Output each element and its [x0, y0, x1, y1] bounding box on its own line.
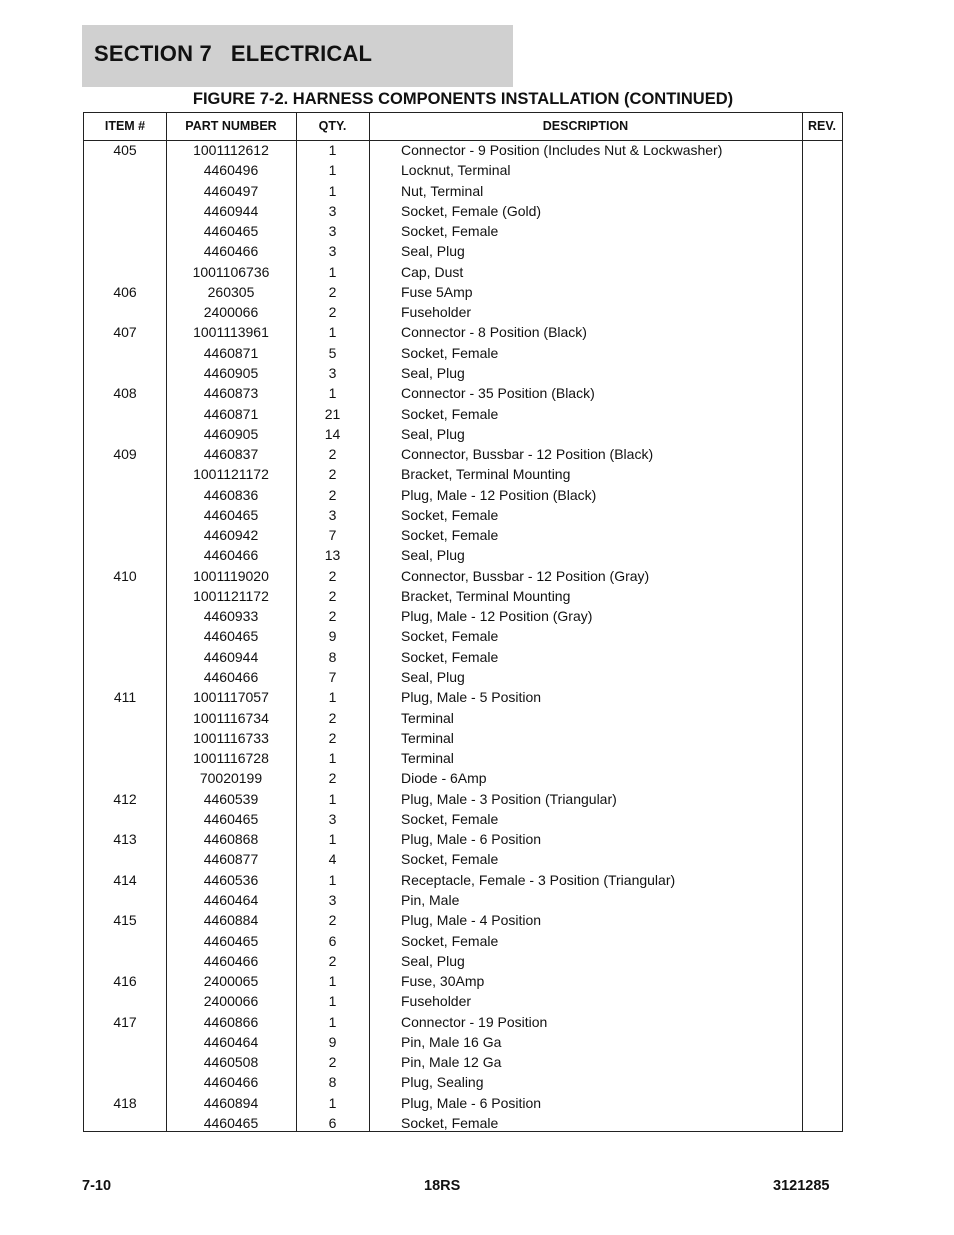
qty-cell: 6 [328, 1114, 337, 1131]
description-cell: Connector - 19 Position [401, 1013, 548, 1030]
qty-cell: 4 [328, 851, 337, 868]
part-number-cell: 4460465 [203, 506, 259, 523]
qty-cell: 2 [328, 709, 337, 726]
part-number-cell: 4460905 [203, 425, 259, 442]
table-row [84, 1093, 842, 1113]
table-row [84, 140, 842, 160]
part-number-cell: 1001121172 [193, 466, 269, 483]
figure-title: FIGURE 7-2. HARNESS COMPONENTS INSTALLATION (CONTINUED) [192, 90, 734, 108]
part-number-cell: 1001119020 [193, 567, 269, 584]
qty-cell: 3 [328, 243, 337, 260]
table-row [84, 444, 842, 464]
description-cell: Seal, Plug [401, 425, 465, 442]
qty-cell: 3 [328, 223, 337, 240]
part-number-cell: 4460466 [203, 243, 259, 260]
table-row [84, 201, 842, 221]
part-number-cell: 4460884 [203, 912, 259, 929]
qty-cell: 7 [328, 669, 337, 686]
footer-model: 18RS [424, 1178, 461, 1194]
qty-cell: 2 [328, 1054, 337, 1071]
qty-cell: 1 [328, 263, 337, 280]
part-number-cell: 4460464 [203, 1033, 259, 1050]
description-cell: Seal, Plug [401, 669, 465, 686]
item-cell: 413 [113, 831, 137, 848]
header-item: ITEM # [104, 119, 146, 133]
table-row [84, 383, 842, 403]
part-number-cell: 4460933 [203, 608, 259, 625]
item-cell: 412 [113, 790, 137, 807]
table-row [84, 991, 842, 1011]
qty-cell: 1 [328, 162, 337, 179]
description-cell: Socket, Female [401, 223, 499, 240]
part-number-cell: 260305 [207, 283, 255, 300]
description-cell: Plug, Male - 6 Position [401, 831, 542, 848]
description-cell: Seal, Plug [401, 547, 465, 564]
table-row [84, 363, 842, 383]
description-cell: Receptacle, Female - 3 Position (Triangular) [401, 871, 676, 888]
table-row [84, 647, 842, 667]
description-cell: Terminal [401, 709, 454, 726]
qty-cell: 9 [328, 628, 337, 645]
part-number-cell: 4460464 [203, 891, 259, 908]
description-cell: Seal, Plug [401, 952, 465, 969]
qty-cell: 2 [328, 952, 337, 969]
item-cell: 406 [113, 283, 137, 300]
table-row [84, 667, 842, 687]
table-row [84, 809, 842, 829]
description-cell: Seal, Plug [401, 243, 465, 260]
description-cell: Plug, Male - 5 Position [401, 689, 542, 706]
table-row [84, 282, 842, 302]
description-cell: Fuse, 30Amp [401, 973, 485, 990]
description-cell: Socket, Female [401, 851, 499, 868]
header-part-number: PART NUMBER [185, 119, 277, 133]
description-cell: Socket, Female [401, 506, 499, 523]
description-cell: Plug, Male - 12 Position (Black) [401, 486, 597, 503]
qty-cell: 1 [328, 689, 337, 706]
part-number-cell: 4460837 [203, 446, 259, 463]
description-cell: Connector - 35 Position (Black) [401, 385, 595, 402]
description-cell: Diode - 6Amp [401, 770, 487, 787]
item-cell: 415 [113, 912, 137, 929]
part-number-cell: 1001106736 [192, 263, 270, 280]
description-cell: Pin, Male [401, 891, 460, 908]
qty-cell: 9 [328, 1033, 337, 1050]
item-cell: 414 [113, 871, 137, 888]
part-number-cell: 4460465 [203, 810, 259, 827]
qty-cell: 2 [328, 912, 337, 929]
description-cell: Fuseholder [401, 993, 472, 1010]
part-number-cell: 4460871 [203, 405, 259, 422]
description-cell: Connector, Bussbar - 12 Position (Black) [401, 446, 654, 463]
item-cell: 416 [113, 973, 137, 990]
part-number-cell: 4460466 [203, 669, 259, 686]
description-cell: Terminal [401, 750, 454, 767]
description-cell: Cap, Dust [401, 263, 464, 280]
header-qty: QTY. [318, 119, 347, 133]
qty-cell: 2 [328, 446, 337, 463]
table-row [84, 404, 842, 424]
qty-cell: 1 [328, 750, 337, 767]
qty-cell: 2 [328, 587, 337, 604]
description-cell: Connector, Bussbar - 12 Position (Gray) [401, 567, 650, 584]
qty-cell: 1 [328, 871, 337, 888]
table-row [84, 890, 842, 910]
table-row [84, 586, 842, 606]
part-number-cell: 2400065 [203, 973, 259, 990]
header-rev: REV. [807, 119, 837, 133]
table-header-row [84, 113, 842, 141]
description-cell: Socket, Female [401, 405, 499, 422]
qty-cell: 1 [328, 831, 337, 848]
description-cell: Terminal [401, 729, 454, 746]
table-row [84, 566, 842, 586]
qty-cell: 5 [328, 344, 337, 361]
qty-cell: 1 [328, 324, 337, 341]
description-cell: Connector - 8 Position (Black) [401, 324, 587, 341]
part-number-cell: 4460465 [203, 1114, 259, 1131]
part-number-cell: 4460905 [203, 364, 259, 381]
part-number-cell: 4460466 [203, 952, 259, 969]
part-number-cell: 4460871 [203, 344, 259, 361]
part-number-cell: 4460836 [203, 486, 259, 503]
part-number-cell: 4460944 [203, 648, 259, 665]
qty-cell: 1 [328, 182, 337, 199]
description-cell: Socket, Female [401, 932, 499, 949]
qty-cell: 1 [328, 973, 337, 990]
part-number-cell: 1001116733 [193, 729, 269, 746]
description-cell: Pin, Male 16 Ga [401, 1033, 502, 1050]
qty-cell: 2 [328, 486, 337, 503]
part-number-cell: 1001117057 [193, 689, 269, 706]
part-number-cell: 1001112612 [193, 142, 269, 158]
table-row [84, 181, 842, 201]
table-row [84, 728, 842, 748]
table-row [84, 951, 842, 971]
table-row [84, 1072, 842, 1092]
description-cell: Nut, Terminal [401, 182, 484, 199]
table-row [84, 343, 842, 363]
qty-cell: 1 [328, 385, 337, 402]
table-row [84, 971, 842, 991]
part-number-cell: 1001116728 [193, 750, 269, 767]
part-number-cell: 4460466 [203, 1074, 259, 1091]
description-cell: Socket, Female [401, 527, 499, 544]
table-row [84, 606, 842, 626]
item-cell: 418 [113, 1094, 137, 1111]
qty-cell: 1 [328, 993, 337, 1010]
part-number-cell: 4460465 [203, 628, 259, 645]
part-number-cell: 4460466 [203, 547, 259, 564]
qty-cell: 2 [328, 729, 337, 746]
qty-cell: 3 [328, 506, 337, 523]
qty-cell: 2 [328, 770, 337, 787]
part-number-cell: 1001113961 [193, 324, 269, 341]
qty-cell: 8 [328, 648, 337, 665]
qty-cell: 3 [328, 891, 337, 908]
parts-table [83, 112, 843, 1132]
description-cell: Plug, Male - 4 Position [401, 912, 542, 929]
part-number-cell: 4460539 [203, 790, 259, 807]
item-cell: 410 [113, 567, 137, 584]
description-cell: Locknut, Terminal [401, 162, 511, 179]
qty-cell: 14 [324, 425, 341, 442]
part-number-cell: 4460944 [203, 202, 259, 219]
part-number-cell: 4460536 [203, 871, 259, 888]
description-cell: Socket, Female (Gold) [401, 202, 542, 219]
table-row [84, 1012, 842, 1032]
table-row [84, 849, 842, 869]
item-cell: 411 [113, 689, 137, 706]
table-row [84, 221, 842, 241]
part-number-cell: 4460866 [203, 1013, 259, 1030]
table-row [84, 870, 842, 890]
table-row [84, 1032, 842, 1052]
table-row [84, 505, 842, 525]
part-number-cell: 4460873 [203, 385, 259, 402]
part-number-cell: 4460465 [203, 223, 259, 240]
section-title: SECTION 7 ELECTRICAL [94, 41, 373, 66]
qty-cell: 21 [324, 405, 341, 422]
part-number-cell: 2400066 [203, 304, 259, 321]
description-cell: Seal, Plug [401, 364, 465, 381]
qty-cell: 6 [328, 932, 337, 949]
qty-cell: 7 [328, 527, 337, 544]
qty-cell: 2 [328, 567, 337, 584]
qty-cell: 2 [328, 466, 337, 483]
description-cell: Connector - 9 Position (Includes Nut & Lockwasher) [401, 142, 723, 158]
qty-cell: 2 [328, 304, 337, 321]
part-number-cell: 1001116734 [193, 709, 269, 726]
footer-doc-number: 3121285 [773, 1178, 830, 1194]
description-cell: Plug, Sealing [401, 1074, 484, 1091]
part-number-cell: 4460465 [203, 932, 259, 949]
qty-cell: 8 [328, 1074, 337, 1091]
table-row [84, 789, 842, 809]
table-row [84, 525, 842, 545]
table-row [84, 160, 842, 180]
table-row [84, 545, 842, 565]
description-cell: Plug, Male - 6 Position [401, 1094, 542, 1111]
table-row [84, 626, 842, 646]
part-number-cell: 70020199 [199, 770, 263, 787]
part-number-cell: 2400066 [203, 993, 259, 1010]
table-row [84, 322, 842, 342]
table-row [84, 302, 842, 322]
table-row [84, 1052, 842, 1072]
item-cell: 409 [113, 446, 137, 463]
section-header [82, 25, 513, 87]
part-number-cell: 4460877 [203, 851, 259, 868]
description-cell: Fuseholder [401, 304, 472, 321]
qty-cell: 1 [328, 1013, 337, 1030]
qty-cell: 2 [328, 283, 337, 300]
description-cell: Plug, Male - 12 Position (Gray) [401, 608, 593, 625]
table-row [84, 708, 842, 728]
header-description: DESCRIPTION [542, 119, 629, 133]
item-cell: 417 [113, 1013, 137, 1030]
description-cell: Socket, Female [401, 1114, 499, 1131]
description-cell: Bracket, Terminal Mounting [401, 587, 571, 604]
qty-cell: 2 [328, 608, 337, 625]
description-cell: Socket, Female [401, 648, 499, 665]
part-number-cell: 4460942 [203, 527, 259, 544]
description-cell: Socket, Female [401, 628, 499, 645]
table-row [84, 424, 842, 444]
table-row [84, 1113, 842, 1133]
description-cell: Pin, Male 12 Ga [401, 1054, 502, 1071]
item-cell: 408 [113, 385, 137, 402]
description-cell: Plug, Male - 3 Position (Triangular) [401, 790, 617, 807]
footer-page-number: 7-10 [82, 1178, 112, 1194]
table-row [84, 464, 842, 484]
table-row [84, 687, 842, 707]
part-number-cell: 4460496 [203, 162, 259, 179]
qty-cell: 13 [324, 547, 341, 564]
table-row [84, 768, 842, 788]
description-cell: Socket, Female [401, 810, 499, 827]
item-cell: 407 [113, 324, 137, 341]
part-number-cell: 4460497 [203, 182, 259, 199]
table-row [84, 241, 842, 261]
qty-cell: 1 [328, 142, 337, 158]
table-row [84, 748, 842, 768]
table-row [84, 829, 842, 849]
table-row [84, 910, 842, 930]
part-number-cell: 1001121172 [193, 587, 269, 604]
table-row [84, 262, 842, 282]
description-cell: Bracket, Terminal Mounting [401, 466, 571, 483]
qty-cell: 3 [328, 364, 337, 381]
table-row [84, 931, 842, 951]
table-row [84, 485, 842, 505]
qty-cell: 3 [328, 810, 337, 827]
part-number-cell: 4460894 [203, 1094, 259, 1111]
part-number-cell: 4460508 [203, 1054, 259, 1071]
part-number-cell: 4460868 [203, 831, 259, 848]
qty-cell: 1 [328, 790, 337, 807]
description-cell: Socket, Female [401, 344, 499, 361]
description-cell: Fuse 5Amp [401, 283, 473, 300]
qty-cell: 1 [328, 1094, 337, 1111]
item-cell: 405 [113, 142, 137, 158]
qty-cell: 3 [328, 202, 337, 219]
